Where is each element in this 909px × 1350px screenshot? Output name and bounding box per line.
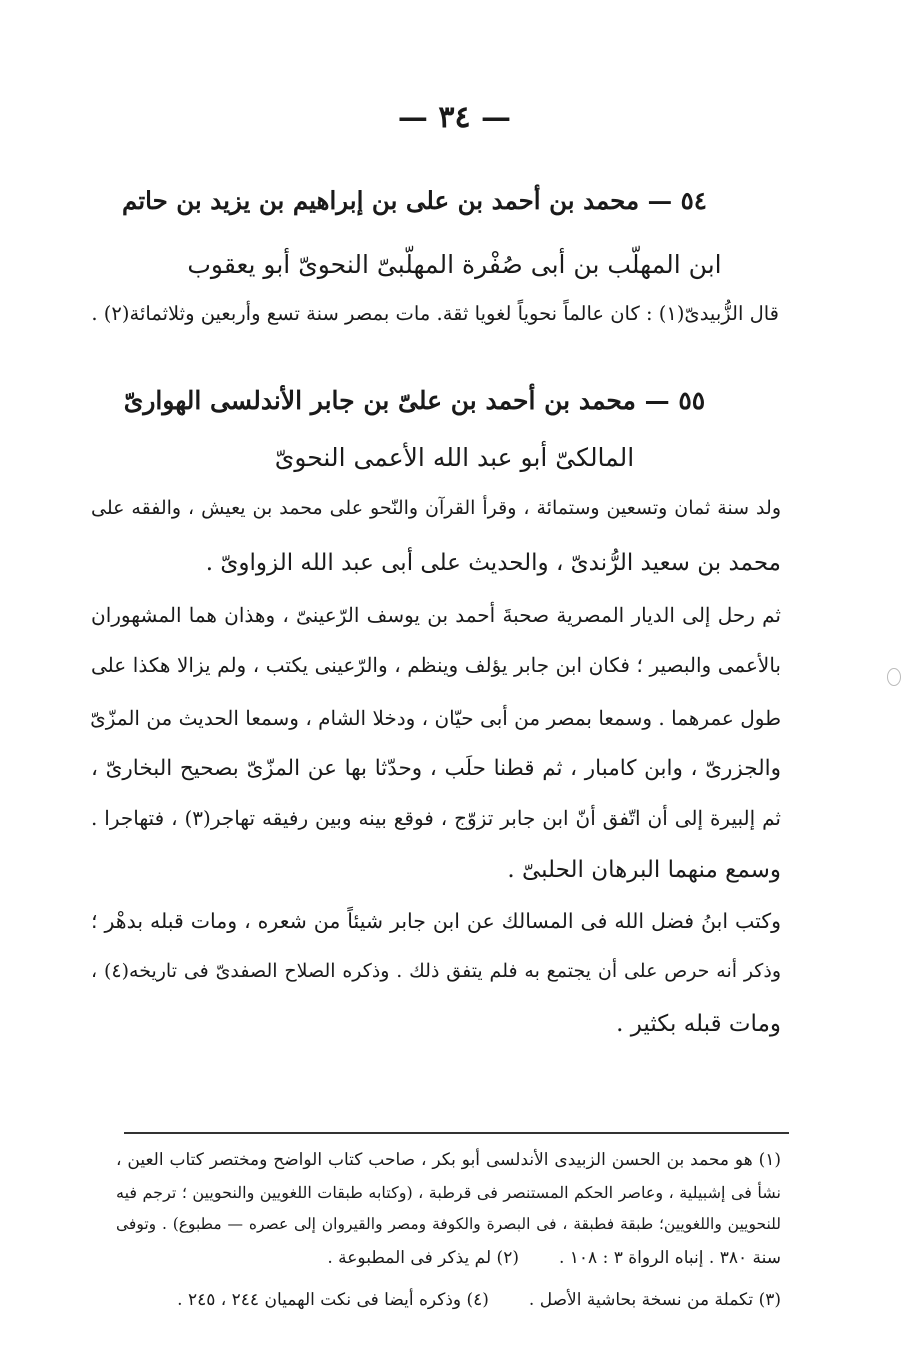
footnote-2: (٢) لم يذكر فى المطبوعة .: [327, 1248, 519, 1268]
paragraph-line: والجزرىّ ، وابن كامبار ، ثم قطنا حلَب ، وحدّثا بها عن المزّىّ بصحيح البخارىّ ،: [91, 756, 781, 781]
entry-54-title: [120, 186, 709, 215]
entry-54-number: ٥٤ —: [647, 186, 707, 215]
page-number: — ٣٤ —: [397, 100, 512, 135]
entry-55-name: محمد بن أحمد بن علىّ بن جابر الأندلسى الهوارىّ: [123, 386, 636, 415]
footnote-3: (٣) تكملة من نسخة بحاشية الأصل .: [528, 1290, 781, 1310]
paragraph-line: وكتب ابنُ فضل الله فى المسالك عن ابن جابر شيئاً من شعره ، ومات قبله بدهْر ؛: [91, 909, 781, 933]
entry-55-title: [120, 386, 709, 415]
paragraph-line: ولد سنة ثمان وتسعين وستمائة ، وقرأ القرآن والنّحو على محمد بن يعيش ، والفقه على: [91, 497, 781, 519]
footnote-row: [116, 1248, 781, 1268]
paragraph-line: بالأعمى والبصير ؛ فكان ابن جابر يؤلف وينظم ، والرّعينى يكتب ، ولم يزالا هكذا على: [91, 653, 781, 677]
paragraph-line: ثم رحل إلى الديار المصرية صحبةَ أحمد بن يوسف الرّعينىّ ، وهذان هما المشهوران: [91, 603, 781, 627]
footnote-row: [116, 1290, 781, 1310]
entry-55-number: ٥٥ —: [644, 386, 706, 415]
paragraph-line: ثم إلبيرة إلى أن اتّفق أنّ ابن جابر تزوّج ، فوقع بينه وبين رفيقه تهاجر(٣) ، فتهاجرا .: [91, 806, 781, 830]
footnote-1-end: سنة ٣٨٠ . إنباه الرواة ٣ : ١٠٨ .: [558, 1248, 781, 1268]
footnote-4: (٤) وذكره أيضا فى نكت الهميان ٢٤٤ ، ٢٤٥ .: [177, 1290, 489, 1310]
entry-54-subtitle: ابن المهلّب بن أبى صُفْرة المهلّبىّ النحوىّ أبو يعقوب: [187, 250, 722, 279]
entry-55-subtitle: المالكىّ أبو عبد الله الأعمى النحوىّ: [274, 443, 635, 472]
paragraph-line: وسمع منهما البرهان الحلبىّ .: [507, 857, 781, 883]
entry-54-line: قال الزُّبيدىّ(١) : كان عالماً نحوياً لغويا ثقة. مات بمصر سنة تسع وأربعين وثلاثمائة(٢) .: [91, 302, 779, 325]
paragraph-line: طول عمرهما . وسمعا بمصر من أبى حيّان ، ودخلا الشام ، وسمعا الحديث من المزّىّ: [90, 706, 781, 730]
paragraph-line: محمد بن سعيد الرُّندىّ ، والحديث على أبى عبد الله الزواوىّ .: [205, 550, 781, 576]
paragraph-line: وذكر أنه حرص على أن يجتمع به فلم يتفق ذلك . وذكره الصلاح الصفدىّ فى تاريخه(٤) ،: [91, 960, 781, 982]
paragraph-line: ومات قبله بكثير .: [616, 1011, 781, 1037]
footnote-1-line: (١) هو محمد بن الحسن الزبيدى الأندلسى أبو بكر ، صاحب كتاب الواضح ومختصر كتاب العين ،: [116, 1150, 781, 1170]
margin-mark: [887, 668, 901, 686]
entry-54-name: محمد بن أحمد بن على بن إبراهيم بن يزيد بن حاتم: [122, 186, 640, 215]
footnote-1-line: للنحويين واللغويين؛ طبقة فطبقة ، فى البصرة والكوفة ومصر والقيروان إلى عصره — مطبوع) . وتوفى: [116, 1215, 781, 1233]
footnote-1-line: نشأ فى إشبيلية ، وعاصر الحكم المستنصر فى قرطبة ، (وكتابه طبقات اللغويين والنحويين ؛ ترجم فيه: [116, 1183, 781, 1202]
footnote-divider: [124, 1132, 789, 1134]
